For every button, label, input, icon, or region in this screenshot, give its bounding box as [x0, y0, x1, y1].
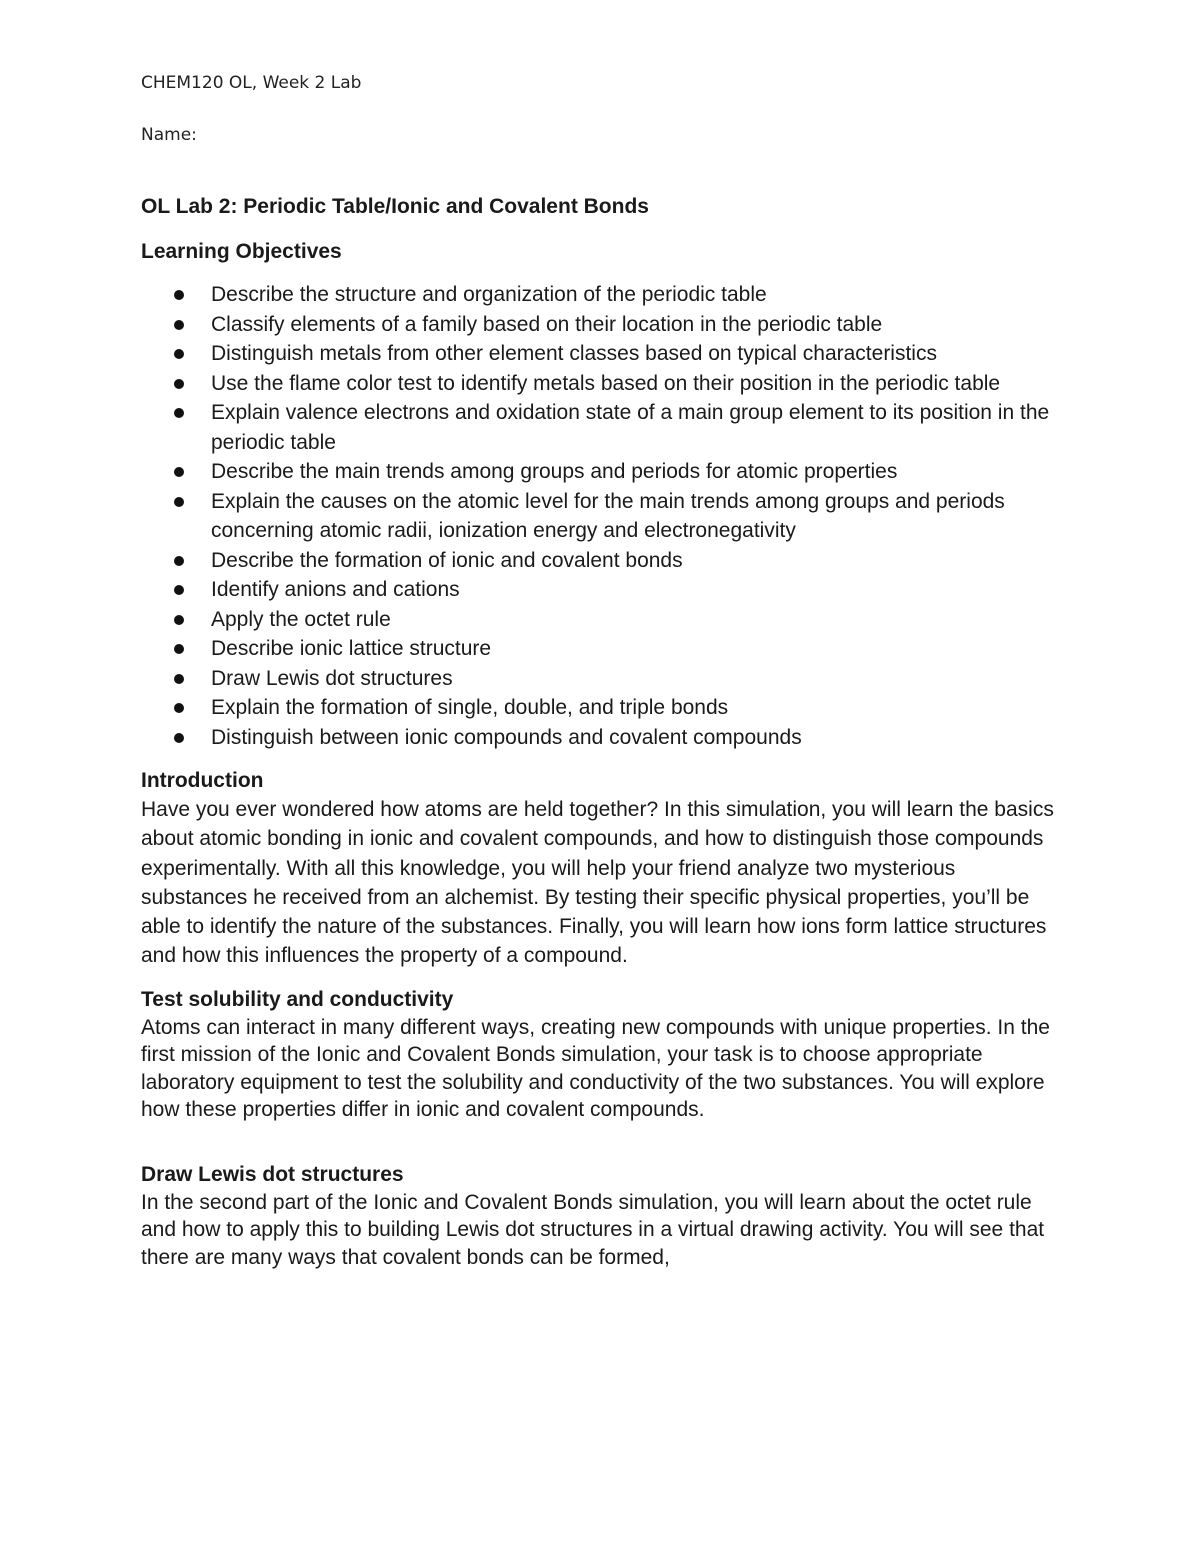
list-item: Describe the formation of ionic and covalent bonds	[141, 546, 1061, 576]
lewis-text: In the second part of the Ionic and Covalent Bonds simulation, you will learn about the octet rule and how to apply this to building Lewis dot structures in a virtual drawing activity. You will see that there are many ways that covalent bonds can be formed,	[141, 1190, 1045, 1269]
list-item: Explain the formation of single, double, and triple bonds	[141, 693, 1061, 723]
bullet-icon	[174, 408, 184, 418]
list-item: Identify anions and cations	[141, 575, 1061, 605]
objectives-list	[141, 280, 1061, 752]
document-title: OL Lab 2: Periodic Table/Ionic and Covalent Bonds	[141, 195, 649, 218]
list-item: Classify elements of a family based on their location in the periodic table	[141, 310, 1061, 340]
list-item: Explain the causes on the atomic level for the main trends among groups and periods concerning atomic radii, ionization energy and electronegativity	[141, 487, 1061, 546]
list-item: Describe ionic lattice structure	[141, 634, 1061, 664]
list-item: Use the flame color test to identify metals based on their position in the periodic table	[141, 369, 1061, 399]
list-item: Describe the main trends among groups and periods for atomic properties	[141, 457, 1061, 487]
bullet-icon	[174, 615, 184, 625]
bullet-icon	[174, 674, 184, 684]
bullet-icon	[174, 556, 184, 566]
list-item: Explain valence electrons and oxidation state of a main group element to its position in the periodic table	[141, 398, 1061, 457]
solubility-heading: Test solubility and conductivity	[141, 987, 454, 1011]
bullet-icon	[174, 733, 184, 743]
solubility-text: Atoms can interact in many different ways, creating new compounds with unique properties. In the first mission of the Ionic and Covalent Bonds simulation, your task is to choose appropriate laboratory equipment to test the solubility and conductivity of the two substances. You will explore how these properties differ in ionic and covalent compounds.	[141, 1015, 1050, 1122]
bullet-icon	[174, 349, 184, 359]
bullet-icon	[174, 320, 184, 330]
bullet-icon	[174, 703, 184, 713]
list-item: Apply the octet rule	[141, 605, 1061, 635]
bullet-icon	[174, 585, 184, 595]
introduction-heading: Introduction	[141, 769, 264, 792]
bullet-icon	[174, 290, 184, 300]
list-item: Distinguish metals from other element classes based on typical characteristics	[141, 339, 1061, 369]
list-item: Draw Lewis dot structures	[141, 664, 1061, 694]
name-label: Name:	[141, 125, 197, 145]
bullet-icon	[174, 644, 184, 654]
bullet-icon	[174, 379, 184, 389]
bullet-icon	[174, 467, 184, 477]
document-page	[141, 70, 1061, 1271]
lewis-heading: Draw Lewis dot structures	[141, 1162, 404, 1186]
bullet-icon	[174, 497, 184, 507]
list-item: Distinguish between ionic compounds and covalent compounds	[141, 723, 1061, 753]
course-header: CHEM120 OL, Week 2 Lab	[141, 73, 362, 93]
introduction-text: Have you ever wondered how atoms are held together? In this simulation, you will learn the basics about atomic bonding in ionic and covalent compounds, and how to distinguish those compounds experimentally. With all this knowledge, you will help your friend analyze two mysterious substances he received from an alchemist. By testing their specific physical properties, you’ll be able to identify the nature of the substances. Finally, you will learn how ions form lattice structures and how this influences the property of a compound.	[141, 798, 1054, 968]
objectives-heading: Learning Objectives	[141, 240, 342, 263]
list-item: Describe the structure and organization of the periodic table	[141, 280, 1061, 310]
